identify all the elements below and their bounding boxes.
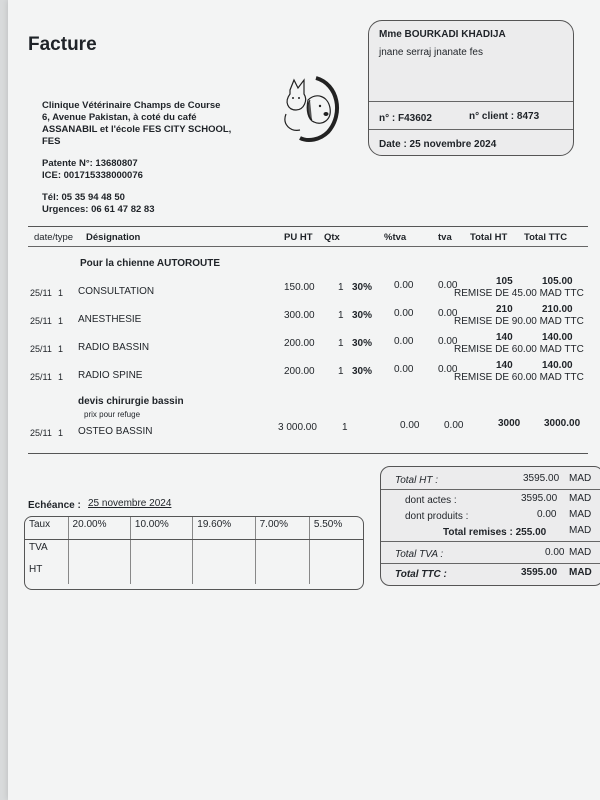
- total-remises: Total remises : 255.00: [443, 527, 547, 538]
- row-qty: 1: [338, 366, 344, 377]
- row-qty: 1: [338, 338, 344, 349]
- row-date: 25/11: [30, 344, 52, 354]
- section-title: Pour la chienne AUTOROUTE: [80, 258, 221, 269]
- total-tva-value: 0.00: [545, 547, 565, 558]
- row-puht: 150.00: [284, 282, 315, 293]
- row-designation: CONSULTATION: [78, 286, 155, 297]
- row-pct: 30%: [352, 366, 373, 377]
- row-puht: 200.00: [284, 366, 315, 377]
- echeance-date: 25 novembre 2024: [88, 498, 172, 509]
- row-designation: RADIO SPINE: [78, 370, 143, 381]
- empty-cell: [193, 540, 255, 563]
- row-ptva: 0.00: [394, 336, 414, 347]
- empty-cell: [309, 562, 363, 584]
- row-qty: 1: [338, 310, 344, 321]
- tva-label: TVA: [25, 540, 68, 563]
- row-puht: 200.00: [284, 338, 315, 349]
- empty-cell: [68, 540, 130, 563]
- client-name: Mme BOURKADI KHADIJA: [379, 29, 506, 40]
- invoice-date: Date : 25 novembre 2024: [379, 139, 497, 150]
- row-designation: OSTEO BASSIN: [78, 426, 153, 437]
- row-ptva: 0.00: [394, 364, 414, 375]
- row-total-ttc: 140.00: [542, 360, 573, 371]
- row-total-ttc: 210.00: [542, 304, 573, 315]
- row-type: 1: [58, 344, 64, 354]
- row-ptva: 0.00: [394, 308, 414, 319]
- invoice-number: n° : F43602: [379, 113, 432, 124]
- currency: MAD: [569, 473, 592, 484]
- row-date: 25/11: [30, 372, 52, 382]
- currency: MAD: [569, 525, 592, 536]
- empty-cell: [130, 540, 192, 563]
- actes-value: 3595.00: [521, 493, 558, 504]
- clinic-street-2: ASSANABIL et l'école FES CITY SCHOOL,: [42, 124, 232, 135]
- row-type: 1: [58, 372, 64, 382]
- row-total-ht: 210: [496, 304, 513, 315]
- empty-cell: [68, 562, 130, 584]
- client-number: n° client : 8473: [469, 111, 540, 122]
- row-remise: REMISE DE 90.00 MAD TTC: [454, 316, 584, 327]
- row-type: 1: [58, 428, 64, 438]
- echeance-label: Echéance :: [28, 500, 81, 511]
- row-designation: ANESTHESIE: [78, 314, 142, 325]
- empty-cell: [255, 562, 309, 584]
- row-total-ttc: 105.00: [542, 276, 573, 287]
- divider: [381, 489, 600, 490]
- totals-box: [380, 466, 600, 586]
- section-title: devis chirurgie bassin: [78, 396, 184, 407]
- row-remise: REMISE DE 45.00 MAD TTC: [454, 288, 584, 299]
- row-pct: 30%: [352, 310, 373, 321]
- row-date: 25/11: [30, 428, 52, 438]
- phone-number: Tél: 05 35 94 48 50: [42, 192, 125, 203]
- divider: [381, 563, 600, 564]
- row-total-ht: 3000: [498, 418, 521, 429]
- currency: MAD: [569, 567, 592, 578]
- taux-label: Taux: [25, 517, 68, 540]
- col-header-designation: Désignation: [86, 232, 141, 243]
- row-total-ht: 105: [496, 276, 513, 287]
- row-puht: 3 000.00: [278, 422, 317, 433]
- empty-cell: [309, 540, 363, 563]
- row-total-ht: 140: [496, 332, 513, 343]
- clinic-address: [42, 100, 231, 148]
- total-ttc-label: Total TTC :: [395, 569, 447, 580]
- divider: [369, 129, 573, 130]
- col-header-totalttc: Total TTC: [524, 232, 568, 243]
- total-tva-label: Total TVA :: [395, 549, 444, 560]
- ht-label: HT: [25, 562, 68, 584]
- total-ht-value: 3595.00: [523, 473, 560, 484]
- section-subtitle: prix pour refuge: [84, 410, 141, 419]
- col-header-tva: tva: [438, 232, 452, 243]
- row-pct: 30%: [352, 338, 373, 349]
- tva-rates-table: [24, 516, 364, 590]
- client-box: [368, 20, 574, 156]
- actes-label: dont actes :: [405, 495, 457, 506]
- row-puht: 300.00: [284, 310, 315, 321]
- row-pct: 30%: [352, 282, 373, 293]
- row-remise: REMISE DE 60.00 MAD TTC: [454, 344, 584, 355]
- ice-number: ICE: 001715338000076: [42, 170, 143, 181]
- rate-cell: 10.00%: [130, 517, 192, 540]
- row-type: 1: [58, 316, 64, 326]
- empty-cell: [193, 562, 255, 584]
- row-designation: RADIO BASSIN: [78, 342, 150, 353]
- empty-cell: [255, 540, 309, 563]
- clinic-street: 6, Avenue Pakistan, à coté du café: [42, 112, 197, 123]
- rate-cell: 19.60%: [193, 517, 255, 540]
- client-address: jnane serraj jnanate fes: [379, 47, 483, 58]
- patente-number: Patente N°: 13680807: [42, 158, 138, 169]
- row-ptva: 0.00: [400, 420, 420, 431]
- rate-cell: 20.00%: [68, 517, 130, 540]
- header-divider: [28, 246, 588, 247]
- row-qty: 1: [338, 282, 344, 293]
- col-header-ptva: %tva: [384, 232, 407, 243]
- row-ptva: 0.00: [394, 280, 414, 291]
- currency: MAD: [569, 547, 592, 558]
- row-tva: 0.00: [438, 336, 458, 347]
- row-tva: 0.00: [438, 280, 458, 291]
- clinic-ids: [42, 158, 143, 182]
- row-tva: 0.00: [438, 308, 458, 319]
- total-ht-label: Total HT :: [395, 475, 438, 486]
- row-tva: 0.00: [444, 420, 464, 431]
- row-total-ht: 140: [496, 360, 513, 371]
- produits-label: dont produits :: [405, 511, 469, 522]
- currency: MAD: [569, 509, 592, 520]
- divider: [369, 101, 573, 102]
- produits-value: 0.00: [537, 509, 557, 520]
- clinic-contact: [42, 192, 155, 216]
- row-qty: 1: [342, 422, 348, 433]
- col-header-datetype: date/type: [34, 232, 74, 243]
- total-ttc-value: 3595.00: [521, 567, 558, 578]
- rate-cell: 5.50%: [309, 517, 363, 540]
- invoice-page: [8, 0, 600, 800]
- emergency-number: Urgences: 06 61 47 82 83: [42, 204, 155, 215]
- page-title: Facture: [28, 34, 97, 55]
- row-type: 1: [58, 288, 64, 298]
- row-tva: 0.00: [438, 364, 458, 375]
- clinic-name: Clinique Vétérinaire Champs de Course: [42, 100, 221, 111]
- cat-dog-logo-icon: [268, 70, 348, 150]
- row-total-ttc: 140.00: [542, 332, 573, 343]
- col-header-puht: PU HT: [284, 232, 313, 243]
- rate-cell: 7.00%: [255, 517, 309, 540]
- clinic-city: FES: [42, 136, 61, 147]
- col-header-totalht: Total HT: [470, 232, 508, 243]
- row-total-ttc: 3000.00: [544, 418, 581, 429]
- empty-cell: [130, 562, 192, 584]
- row-date: 25/11: [30, 288, 52, 298]
- row-date: 25/11: [30, 316, 52, 326]
- currency: MAD: [569, 493, 592, 504]
- row-remise: REMISE DE 60.00 MAD TTC: [454, 372, 584, 383]
- divider: [381, 541, 600, 542]
- col-header-qtx: Qtx: [324, 232, 340, 243]
